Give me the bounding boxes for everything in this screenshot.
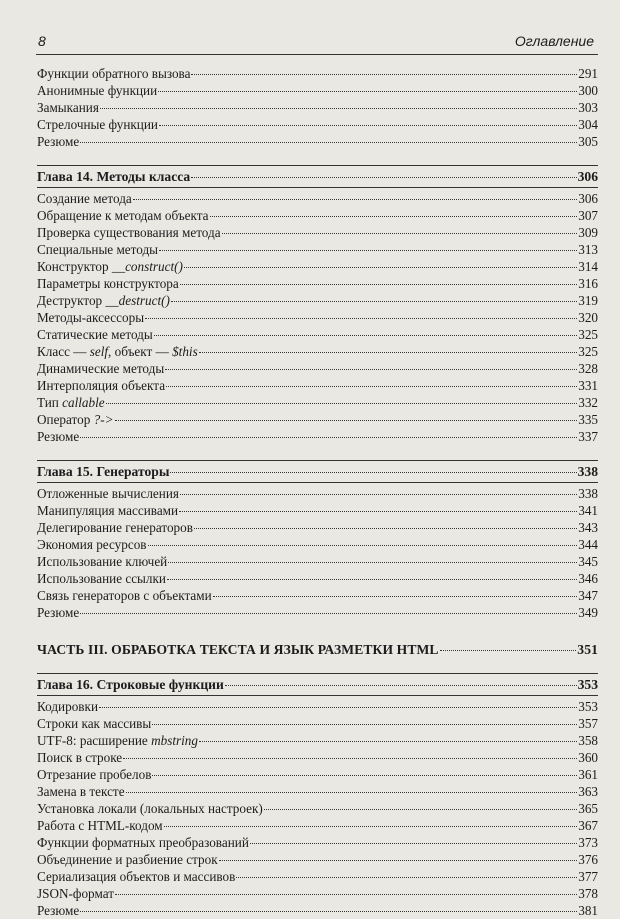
toc-entry-title <box>37 411 114 428</box>
toc-page-number: 325 <box>578 344 598 359</box>
toc-entry-title: Манипуляция массивами <box>37 503 179 518</box>
toc-entry <box>37 360 598 377</box>
dot-leader <box>100 107 577 109</box>
toc-entry <box>37 411 598 428</box>
toc-entry-title: Резюме <box>37 134 80 149</box>
toc-entry-title: Экономия ресурсов <box>37 537 147 552</box>
toc-page-number: 307 <box>578 208 598 223</box>
dot-leader <box>180 493 577 495</box>
dot-leader <box>179 510 577 512</box>
chapter-rule <box>37 165 598 166</box>
dot-leader <box>210 215 578 217</box>
toc-entry <box>37 343 598 360</box>
toc-entry-title: Специальные методы <box>37 242 159 257</box>
toc-page-number: 309 <box>578 225 598 240</box>
dot-leader <box>184 266 577 268</box>
toc-entry-title: Кодировки <box>37 699 98 714</box>
dot-leader <box>152 723 577 725</box>
toc-entry <box>37 817 598 834</box>
toc-entry <box>37 502 598 519</box>
toc-entry-code: self <box>89 344 109 359</box>
dot-leader <box>168 561 577 563</box>
toc-entry <box>37 292 598 309</box>
dot-leader <box>106 402 578 404</box>
toc-entry-code: __construct() <box>111 259 183 274</box>
dot-leader <box>115 419 578 421</box>
toc-entry-title: Поиск в строке <box>37 750 123 765</box>
toc-page-number: 300 <box>578 83 598 98</box>
chapter-rule <box>37 673 598 674</box>
toc-entry-title: Стрелочные функции <box>37 117 158 132</box>
toc-entry <box>37 258 598 275</box>
toc-page-number: 344 <box>578 537 598 552</box>
toc-entry-title <box>37 258 183 275</box>
toc-entry <box>37 834 598 851</box>
toc-entry <box>37 326 598 343</box>
toc-entry-title <box>37 292 170 309</box>
dot-leader <box>194 527 577 529</box>
dot-leader <box>133 198 577 200</box>
dot-leader <box>222 232 578 234</box>
toc-page-number: 316 <box>578 276 598 291</box>
toc-entry-title: JSON-формат <box>37 886 114 901</box>
toc-entry <box>37 536 598 553</box>
toc-page-number: 378 <box>578 886 598 901</box>
dot-leader <box>166 385 577 387</box>
toc-entry <box>37 902 598 919</box>
toc-entry-title: Функции обратного вызова <box>37 66 191 81</box>
chapter-rule <box>37 482 598 483</box>
spacer <box>37 150 598 165</box>
dot-leader <box>159 124 577 126</box>
toc-page-number: 357 <box>578 716 598 731</box>
dot-leader <box>99 706 577 708</box>
toc-entry-title: Работа с HTML-кодом <box>37 818 163 833</box>
toc-entry <box>37 99 598 116</box>
dot-leader <box>180 283 577 285</box>
dot-leader <box>123 757 577 759</box>
dot-leader <box>264 808 577 810</box>
toc-entry <box>37 65 598 82</box>
dot-leader <box>199 740 577 742</box>
dot-leader <box>236 876 577 878</box>
toc-entry <box>37 698 598 715</box>
toc-entry-title: Использование ключей <box>37 554 168 569</box>
toc-entry-text: UTF-8: расширение <box>37 733 152 748</box>
toc-page-number: 338 <box>577 464 598 479</box>
toc-entry-title: Связь генераторов с объектами <box>37 588 212 603</box>
dot-leader <box>80 141 577 143</box>
dot-leader <box>145 317 577 319</box>
toc-page-number: 345 <box>578 554 598 569</box>
toc-entry-title: Строки как массивы <box>37 716 152 731</box>
toc-page-number: 306 <box>577 169 598 184</box>
toc-entry <box>37 394 598 411</box>
toc-entry <box>37 241 598 258</box>
dot-leader <box>225 684 577 686</box>
toc-page-number: 335 <box>578 412 598 427</box>
toc-entry <box>37 116 598 133</box>
toc-entry <box>37 428 598 445</box>
toc-page-number: 349 <box>578 605 598 620</box>
chapter-rule <box>37 695 598 696</box>
toc-page-number: 373 <box>578 835 598 850</box>
dot-leader <box>219 859 578 861</box>
chapter-heading <box>37 168 598 185</box>
toc-page-number: 376 <box>578 852 598 867</box>
toc-entry-text: Конструктор <box>37 259 112 274</box>
toc-entry-title: Отложенные вычисления <box>37 486 179 501</box>
toc-entry <box>37 800 598 817</box>
toc-page-number: 332 <box>578 395 598 410</box>
toc-page-number: 319 <box>578 293 598 308</box>
dot-leader <box>171 300 577 302</box>
toc-entry-title: Замена в тексте <box>37 784 125 799</box>
toc-entry <box>37 885 598 902</box>
toc-page-number: 346 <box>578 571 598 586</box>
toc-page-number: 304 <box>578 117 598 132</box>
toc-entry <box>37 604 598 621</box>
toc-entry-title: Резюме <box>37 605 80 620</box>
toc-entry-title <box>37 394 105 411</box>
toc-page-number: 303 <box>578 100 598 115</box>
chapter-heading <box>37 463 598 480</box>
toc-entry-text: Деструктор <box>37 293 106 308</box>
toc-page-number: 341 <box>578 503 598 518</box>
toc-entry-title: Создание метода <box>37 191 132 206</box>
dot-leader <box>154 334 577 336</box>
toc-entry-title: Глава 16. Строковые функции <box>37 677 224 692</box>
toc-entry-title: Сериализация объектов и массивов <box>37 869 236 884</box>
toc-page-number: 381 <box>578 903 598 918</box>
toc-page-number: 337 <box>578 429 598 444</box>
toc-entry <box>37 133 598 150</box>
toc-entry-title: Обращение к методам объекта <box>37 208 209 223</box>
dot-leader <box>80 612 577 614</box>
toc-entry-title: Резюме <box>37 903 80 918</box>
dot-leader <box>158 90 577 92</box>
toc-page-number: 358 <box>578 733 598 748</box>
table-of-contents <box>37 65 598 919</box>
dot-leader <box>80 910 577 912</box>
toc-entry <box>37 485 598 502</box>
toc-entry <box>37 570 598 587</box>
dot-leader <box>167 578 577 580</box>
toc-entry-title: Отрезание пробелов <box>37 767 152 782</box>
toc-entry-code: ?-> <box>93 412 114 427</box>
toc-page-number: 351 <box>577 642 598 657</box>
toc-entry <box>37 82 598 99</box>
toc-page-number: 325 <box>578 327 598 342</box>
toc-entry <box>37 309 598 326</box>
toc-entry-title: Делегирование генераторов <box>37 520 193 535</box>
toc-entry-text: Оператор <box>37 412 94 427</box>
toc-page-number: 343 <box>578 520 598 535</box>
toc-entry <box>37 715 598 732</box>
toc-page-number: 361 <box>578 767 598 782</box>
dot-leader <box>199 351 577 353</box>
dot-leader <box>165 368 577 370</box>
toc-entry-code: __destruct() <box>105 293 170 308</box>
toc-page-number: 363 <box>578 784 598 799</box>
dot-leader <box>126 791 578 793</box>
toc-page-number: 314 <box>578 259 598 274</box>
dot-leader <box>148 544 578 546</box>
spacer <box>37 445 598 460</box>
spacer <box>37 658 598 673</box>
toc-entry-title: Параметры конструктора <box>37 276 179 291</box>
dot-leader <box>152 774 577 776</box>
toc-entry-title <box>37 343 198 360</box>
toc-page-number: 353 <box>578 699 598 714</box>
dot-leader <box>191 176 576 178</box>
toc-entry <box>37 553 598 570</box>
toc-page-number: 320 <box>578 310 598 325</box>
toc-entry-code: mbstring <box>151 733 198 748</box>
toc-entry-text: Тип <box>37 395 63 410</box>
toc-entry <box>37 783 598 800</box>
toc-page-number: 306 <box>578 191 598 206</box>
spacer <box>37 621 598 641</box>
dot-leader <box>250 842 577 844</box>
chapter-rule <box>37 460 598 461</box>
toc-page-number: 291 <box>578 66 598 81</box>
toc-entry-title: Установка локали (локальных настроек) <box>37 801 263 816</box>
dot-leader <box>115 893 577 895</box>
running-head <box>36 32 598 55</box>
dot-leader <box>170 471 576 473</box>
chapter-heading <box>37 676 598 693</box>
toc-entry-code: $this <box>172 344 198 359</box>
toc-entry-code: callable <box>62 395 105 410</box>
toc-entry <box>37 275 598 292</box>
toc-entry <box>37 732 598 749</box>
dot-leader <box>80 436 577 438</box>
toc-entry-title: Проверка существования метода <box>37 225 221 240</box>
toc-entry-title: Функции форматных преобразований <box>37 835 249 850</box>
toc-entry <box>37 519 598 536</box>
toc-entry <box>37 766 598 783</box>
toc-entry-text: Класс — <box>37 344 90 359</box>
dot-leader <box>159 249 577 251</box>
toc-page-number: 328 <box>578 361 598 376</box>
toc-page-number: 305 <box>578 134 598 149</box>
part-heading <box>37 641 598 658</box>
toc-entry-title: Глава 15. Генераторы <box>37 464 170 479</box>
toc-entry <box>37 868 598 885</box>
dot-leader <box>440 649 577 651</box>
toc-entry <box>37 224 598 241</box>
toc-page-number: 313 <box>578 242 598 257</box>
toc-entry <box>37 190 598 207</box>
toc-entry-title <box>37 732 198 749</box>
toc-entry-title: Использование ссылки <box>37 571 166 586</box>
dot-leader <box>191 73 577 75</box>
toc-entry-title: Динамические методы <box>37 361 165 376</box>
toc-entry-title: Объединение и разбиение строк <box>37 852 218 867</box>
toc-entry <box>37 207 598 224</box>
dot-leader <box>164 825 578 827</box>
toc-page-number: 353 <box>577 677 598 692</box>
page-number: 8 <box>38 33 46 49</box>
toc-page-number: 347 <box>578 588 598 603</box>
toc-entry <box>37 851 598 868</box>
toc-page-number: 365 <box>578 801 598 816</box>
toc-entry <box>37 377 598 394</box>
toc-page-number: 331 <box>578 378 598 393</box>
toc-entry-title: Интерполяция объекта <box>37 378 166 393</box>
toc-entry-title: Анонимные функции <box>37 83 158 98</box>
toc-entry-title: Глава 14. Методы класса <box>37 169 191 184</box>
dot-leader <box>213 595 578 597</box>
toc-entry-title: Статические методы <box>37 327 153 342</box>
toc-entry-text: , объект — <box>108 344 173 359</box>
toc-page-number: 360 <box>578 750 598 765</box>
toc-entry-title: Резюме <box>37 429 80 444</box>
toc-entry <box>37 749 598 766</box>
toc-page-number: 367 <box>578 818 598 833</box>
section-title: Оглавление <box>514 33 594 49</box>
toc-entry <box>37 587 598 604</box>
toc-page-number: 377 <box>578 869 598 884</box>
toc-entry-title: Замыкания <box>37 100 99 115</box>
toc-entry-title: ЧАСТЬ III. ОБРАБОТКА ТЕКСТА И ЯЗЫК РАЗМЕТКИ HTML <box>37 642 439 657</box>
chapter-rule <box>37 187 598 188</box>
toc-entry-title: Методы-аксессоры <box>37 310 145 325</box>
toc-page-number: 338 <box>578 486 598 501</box>
